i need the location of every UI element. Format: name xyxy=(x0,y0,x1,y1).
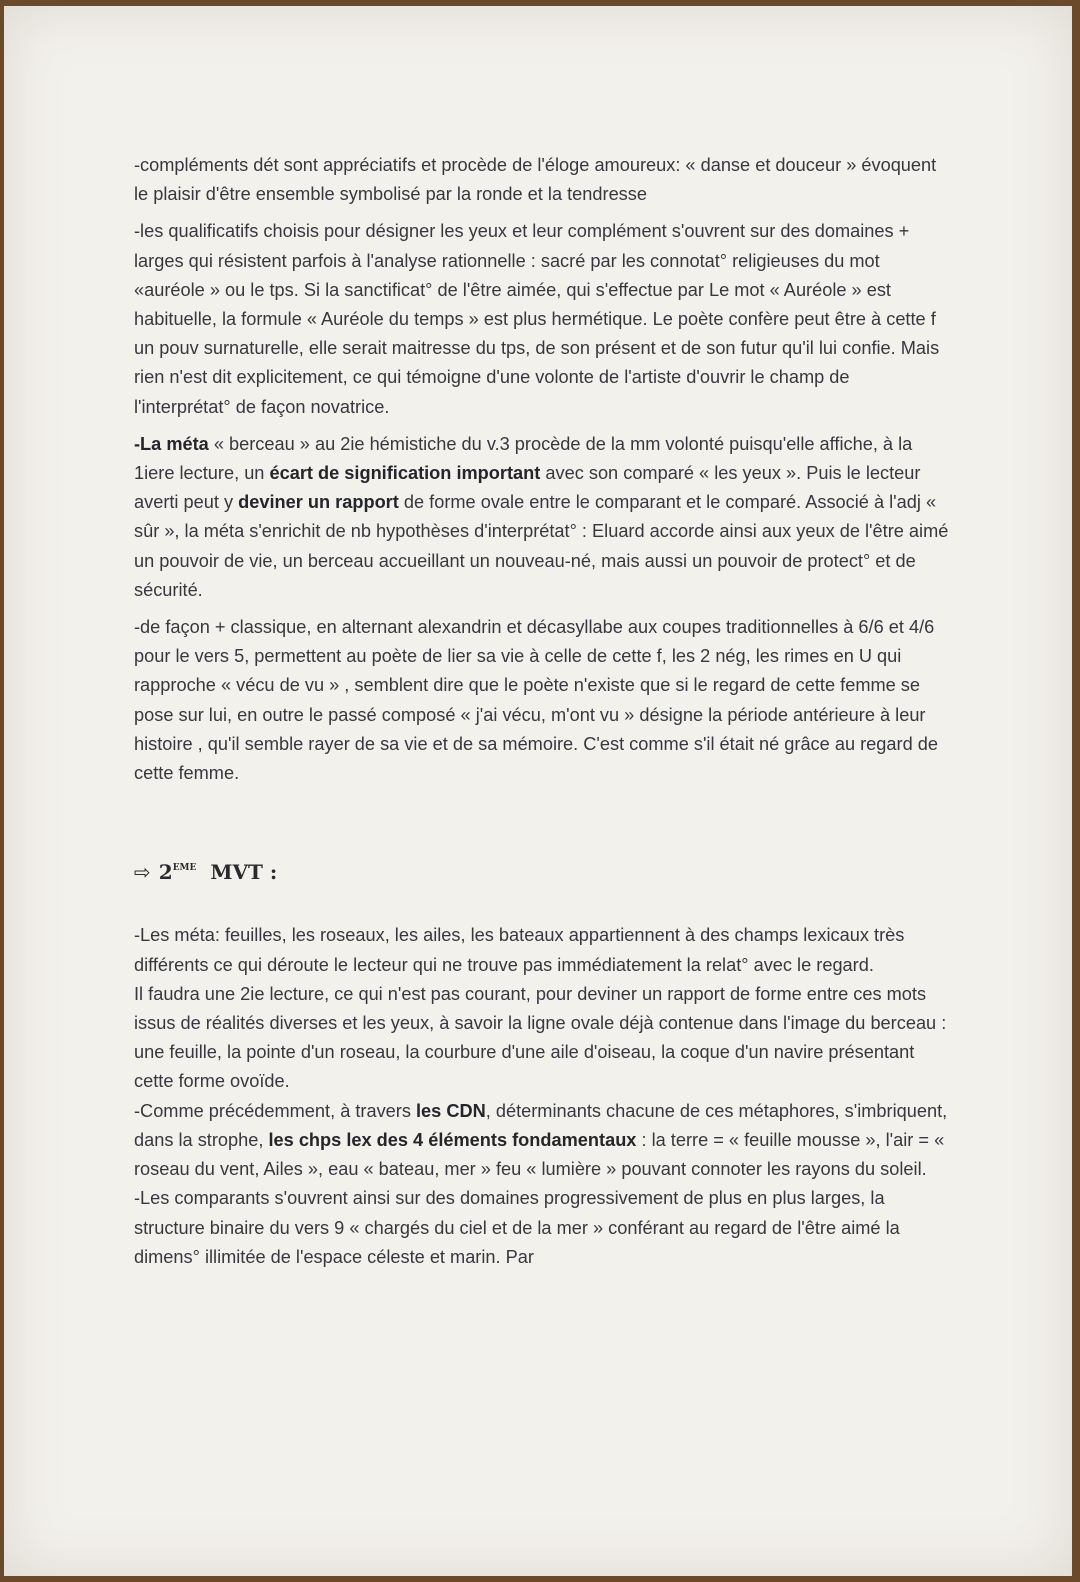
paragraph-comparants: -Les comparants s'ouvrent ainsi sur des domaines progressivement de plus en plus larges, la structure binaire du vers 9 « chargés du ciel et de la mer » conférant au regard de l'être aimé la dimens° illimitée de l'espace céleste et marin. Par xyxy=(134,1188,900,1267)
paragraph-meta-berceau: -La méta « berceau » au 2ie hémistiche du v.3 procède de la mm volonté puisqu'elle affiche, à la 1iere lecture, un écart de signification important avec son comparé « les yeux ». Puis le lecteur averti peut y deviner un rapport de forme ovale entre le comparant et le comparé. Associé à l'adj « sûr », la méta s'enrichit de nb hypothèses d'interprétat° : Eluard accorde ainsi aux yeux de l'être aimé un pouvoir de vie, un berceau accueillant un nouveau-né, mais aussi un pouvoir de protect° et de sécurité. xyxy=(134,433,949,600)
bold-term: les CDN xyxy=(416,1100,486,1121)
paragraph-deuxieme-lecture: Il faudra une 2ie lecture, ce qui n'est pas courant, pour deviner un rapport de forme entre ces mots issus de réalités diverses et les yeux, à savoir la ligne ovale déjà contenue dans l'image du berceau : une feuille, la pointe d'un roseau, la courbure d'une aile d'oiseau, la coque d'un navire présentant cette forme ovoïde. xyxy=(134,983,947,1092)
arrow-right-icon: ⇨ xyxy=(134,860,151,885)
bold-term: écart de signification important xyxy=(269,463,541,484)
bold-term: les chps lex des 4 éléments fondamentaux xyxy=(268,1129,637,1150)
paragraph-qualificatifs: -les qualificatifs choisis pour désigner les yeux et leur complément s'ouvrent sur des domaines + larges qui résistent parfois à l'analyse rationnelle : sacré par les connotat° religieuses du mot «auréole » ou le tps. Si la sanctificat° de l'être aimée, qui s'effectue par Le mot « Auréole » est habituelle, la formule « Auréole du temps » est plus hermétique. Le poète confère peut être à cette f un pouv surnaturelle, elle serait maitresse du tps, de son présent et de son futur qu'il lui confie. Mais rien n'est dit explicitement, ce qui témoigne d'une volonte de l'artiste d'ouvrir le champ de l'interprétat° de façon novatrice. xyxy=(134,221,940,417)
section-heading-2eme-mvt: ⇨ 2EME MVT : xyxy=(134,860,278,885)
bold-term: deviner un rapport xyxy=(238,492,399,513)
paragraph-metas: -Les méta: feuilles, les roseaux, les ailes, les bateaux appartiennent à des champs lexicaux très différents ce qui déroute le lecteur qui ne trouve pas immédiatement la relat° avec le regard. xyxy=(134,925,905,975)
document-body xyxy=(134,151,949,1280)
bold-term: -La méta xyxy=(134,433,209,454)
paragraph-complements: -compléments dét sont appréciatifs et procède de l'éloge amoureux: « danse et douceur » évoquent le plaisir d'être ensemble symbolisé par la ronde et la tendresse xyxy=(134,155,937,205)
paragraph-cdn: -Comme précédemment, à travers les CDN, déterminants chacune de ces métaphores, s'imbriquent, dans la strophe, les chps lex des 4 éléments fondamentaux : la terre = « feuille mousse », l'air = « roseau du vent, Ailes », eau « bateau, mer » feu « lumière » pouvant connoter les rayons du soleil. xyxy=(134,1100,948,1180)
paper-sheet xyxy=(4,6,1072,1576)
paragraph-versification: -de façon + classique, en alternant alexandrin et décasyllabe aux coupes traditionnelles à 6/6 et 4/6 pour le vers 5, permettent au poète de lier sa vie à celle de cette f, les 2 nég, les rimes en U qui rapproche « vécu de vu » , semblent dire que le poète n'existe que si le regard de cette femme se pose sur lui, en outre le passé composé « j'ai vécu, m'ont vu » désigne la période antérieure à leur histoire , qu'il semble rayer de sa vie et de sa mémoire. C'est comme s'il était né grâce au regard de cette femme. xyxy=(134,617,938,784)
